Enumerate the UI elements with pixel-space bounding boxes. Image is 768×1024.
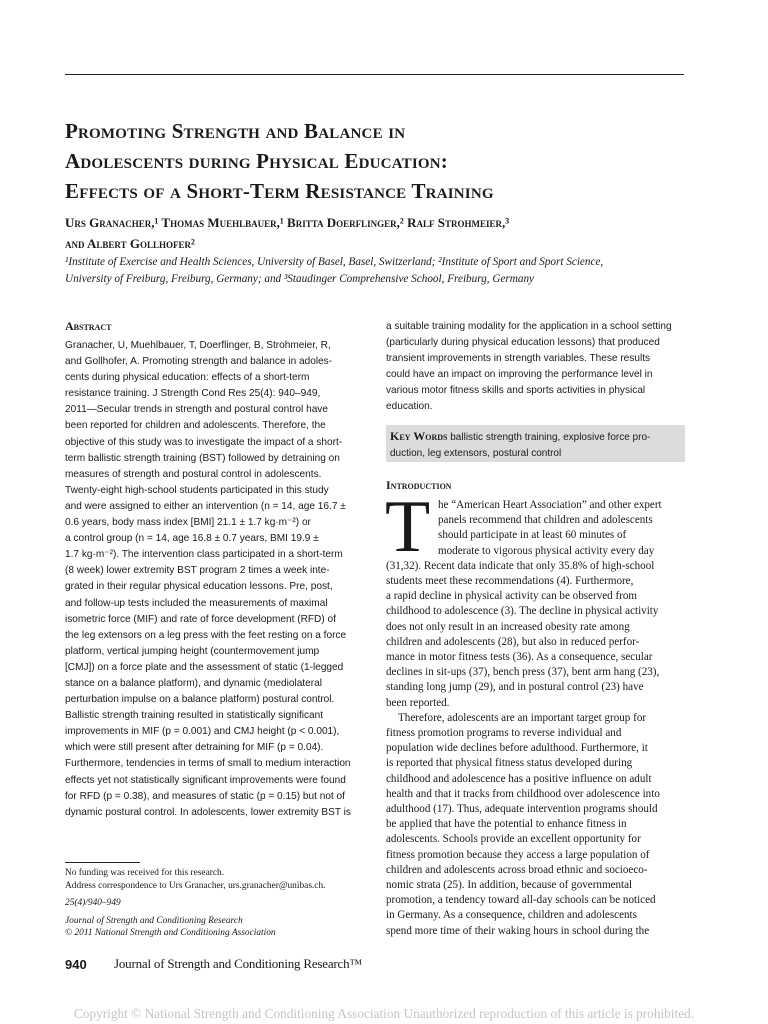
author-line: and Albert Gollhofer² (65, 236, 195, 251)
copyright-note: © 2011 National Strength and Conditioning Association (65, 928, 276, 938)
title-line: Effects of a Short-Term Resistance Training (65, 179, 494, 203)
article-title (65, 116, 705, 206)
text-line: spend more time of their waking hours in school during the (386, 924, 650, 937)
text-line: promotion, a tendency toward all-day schools can be noticed (386, 894, 656, 907)
text-line: Ballistic strength training resulted in statistically significant (65, 710, 324, 722)
text-line: standing long jump (29), and in postural control (23) have (386, 681, 644, 694)
text-line: platform, vertical jumping height (countermovement jump (65, 645, 320, 657)
text-line: childhood and adolescence has a positive influence on adult (386, 772, 652, 785)
text-line: the leg extensors on a leg press with the feet resting on a force (65, 629, 347, 641)
text-line: measures of strength and postural control in adolescents. (65, 468, 322, 480)
introduction-heading: Introduction (386, 478, 452, 492)
text-line: 0.6 years, body mass index [BMI] 21.1 ± 1.7 kg·m⁻²) or (65, 517, 311, 529)
text-line: nomic strata (25). In addition, because of governmental (386, 879, 633, 892)
title-line: Adolescents during Physical Education: (65, 149, 448, 173)
text-line: transient improvements in strength variables. These results (386, 353, 651, 365)
text-line: been reported. (386, 696, 450, 709)
author-list (65, 212, 705, 254)
text-line: cents during physical education: effects of a short-term (65, 372, 310, 384)
keywords-line (390, 428, 681, 446)
text-line: (8 week) lower extremity BST program 2 times a week inte- (65, 565, 330, 577)
text-line: [CMJ]) on a force plate and the assessment of static (1-legged (65, 661, 344, 673)
correspondence-note: Address correspondence to Urs Granacher, urs.granacher@unibas.ch. (65, 880, 326, 891)
text-line: a suitable training modality for the application in a school setting (386, 321, 672, 332)
affiliation-line: ¹Institute of Exercise and Health Sciences, University of Basel, Basel, Switzerland; ²Institute of Sport and Sport Science, (65, 256, 604, 268)
text-line: could have an impact on improving the performance level in (386, 369, 653, 381)
text-line: adolescents. Schools provide an excellent opportunity for (386, 833, 641, 846)
text-line: be applied that have the potential to enhance fitness in (386, 818, 627, 831)
author-line: Urs Granacher,¹ Thomas Muehlbauer,¹ Britta Doerflinger,² Ralf Strohmeier,³ (65, 215, 510, 230)
text-line: resistance training. J Strength Cond Res 25(4): 940–949, (65, 388, 321, 400)
text-line: Furthermore, tendencies in terms of small to medium interaction (65, 758, 351, 770)
text-line: (31,32). Recent data indicate that only 35.8% of high-school (386, 559, 655, 572)
footnote-rule (65, 862, 140, 863)
text-line: does not only result in an increased obesity rate among (386, 620, 630, 633)
text-line: 1.7 kg·m⁻²). The intervention class participated in a short-term (65, 549, 343, 561)
text-line: and were assigned to either an intervention (n = 14, age 16.7 ± (65, 500, 346, 512)
journal-note: Journal of Strength and Conditioning Research (65, 915, 243, 926)
text-line: declines in sit-ups (37), bench press (37), bent arm hang (23), (386, 666, 660, 679)
text-line: children and adolescents across broad ethnic and socioeco- (386, 863, 648, 876)
text-line: term ballistic strength training (BST) followed by detraining on (65, 452, 340, 464)
abstract-text (65, 338, 362, 821)
text-line: children and adolescents (28), but also in reduced perfor- (386, 635, 640, 648)
abstract-heading: Abstract (65, 319, 112, 333)
abstract-continuation (386, 319, 685, 416)
text-line: panels recommend that children and adolescents (438, 514, 653, 527)
text-line: he “American Heart Association” and other expert (438, 499, 662, 511)
text-line: for RFD (p = 0.38), and measures of static (p = 0.15) but not of (65, 790, 345, 802)
text-line: a rapid decline in physical activity can be observed from (386, 590, 638, 603)
text-line: Granacher, U, Muehlbauer, T, Doerflinger, B, Strohmeier, R, (65, 340, 331, 351)
copyright-watermark: Copyright © National Strength and Conditioning Association Unauthorized reproduction of this article is prohibited. (73, 1006, 695, 1021)
text-line: 2011—Secular trends in strength and postural control have (65, 404, 328, 416)
text-line: in Germany. As a consequence, children and adolescents (386, 909, 637, 922)
text-line: improvements in MIF (p = 0.001) and CMJ height (p < 0.001), (65, 726, 340, 738)
text-line: childhood to adolescence (3). The decline in physical activity (386, 605, 659, 618)
text-line: a control group (n = 14, age 16.8 ± 0.7 years, BMI 19.9 ± (65, 533, 319, 545)
text-line: adulthood (17). Thus, adequate intervention programs should (386, 803, 658, 816)
text-line: (particularly during physical education lessons) that produced (386, 337, 660, 349)
text-line: and follow-up tests included the measurements of maximal (65, 597, 328, 609)
keywords-text: ballistic strength training, explosive force pro- (447, 432, 651, 443)
text-line: perturbation impulse on a balance platform) postural control. (65, 694, 335, 706)
text-line: grated in their regular physical education lessons. Pre, post, (65, 581, 333, 593)
text-line: and Gollhofer, A. Promoting strength and balance in adoles- (65, 356, 333, 368)
text-line: moderate to vigorous physical activity every day (438, 544, 655, 557)
text-line: fitness promotion because they access a large population of (386, 848, 650, 861)
abstract-left-column (65, 319, 362, 821)
text-line: students meet these recommendations (4). Furthermore, (386, 575, 634, 588)
journal-name: Journal of Strength and Conditioning Research™ (114, 956, 362, 971)
introduction-text (386, 498, 685, 939)
citation-note: 25(4)/940–949 (65, 898, 121, 908)
text-line: stance on a balance platform), and dynamic (mediolateral (65, 677, 322, 689)
text-line: mance in motor fitness tests (36). As a consequence, secular (386, 651, 653, 664)
title-line: Promoting Strength and Balance in (65, 119, 406, 143)
keywords-box (386, 425, 685, 462)
text-line: which were still present after detraining for MIF (p = 0.04). (65, 742, 324, 754)
header-rule (65, 74, 684, 75)
text-line: health and that it tracks from childhood over adolescence into (386, 787, 660, 800)
text-line: should participate in at least 60 minutes of (438, 529, 627, 542)
keywords-label: Key Words (390, 429, 448, 443)
text-line: various motor fitness skills and sports activities in physical (386, 385, 646, 397)
text-line: effects yet not statistically significant improvements were found (65, 774, 346, 786)
funding-note: No funding was received for this research. (65, 868, 225, 878)
text-line: objective of this study was to investigate the impact of a short- (65, 436, 343, 448)
text-line: isometric force (MIF) and rate of force development (RFD) of (65, 613, 336, 625)
text-line: Twenty-eight high-school students participated in this study (65, 484, 329, 496)
text-line: dynamic postural control. In adolescents, lower extremity BST is (65, 806, 351, 818)
keywords-line: duction, leg extensors, postural control (390, 448, 562, 459)
text-line: fitness promotion programs to reverse individual and (386, 727, 622, 740)
text-line: been reported for children and adolescents. Therefore, the (65, 420, 326, 432)
abstract-right-column (386, 319, 685, 416)
page-number: 940 (65, 957, 87, 972)
affiliations (65, 254, 685, 288)
footnotes (65, 867, 365, 940)
affiliation-line: University of Freiburg, Freiburg, Germany; and ³Staudinger Comprehensive School, Freiburg, Germany (65, 273, 535, 285)
drop-cap: T (385, 486, 431, 568)
text-line: education. (386, 401, 433, 413)
text-line: Therefore, adolescents are an important target group for (398, 711, 647, 724)
text-line: population wide declines before adulthood. Furthermore, it (386, 742, 648, 755)
text-line: is reported that physical fitness status developed during (386, 757, 633, 770)
